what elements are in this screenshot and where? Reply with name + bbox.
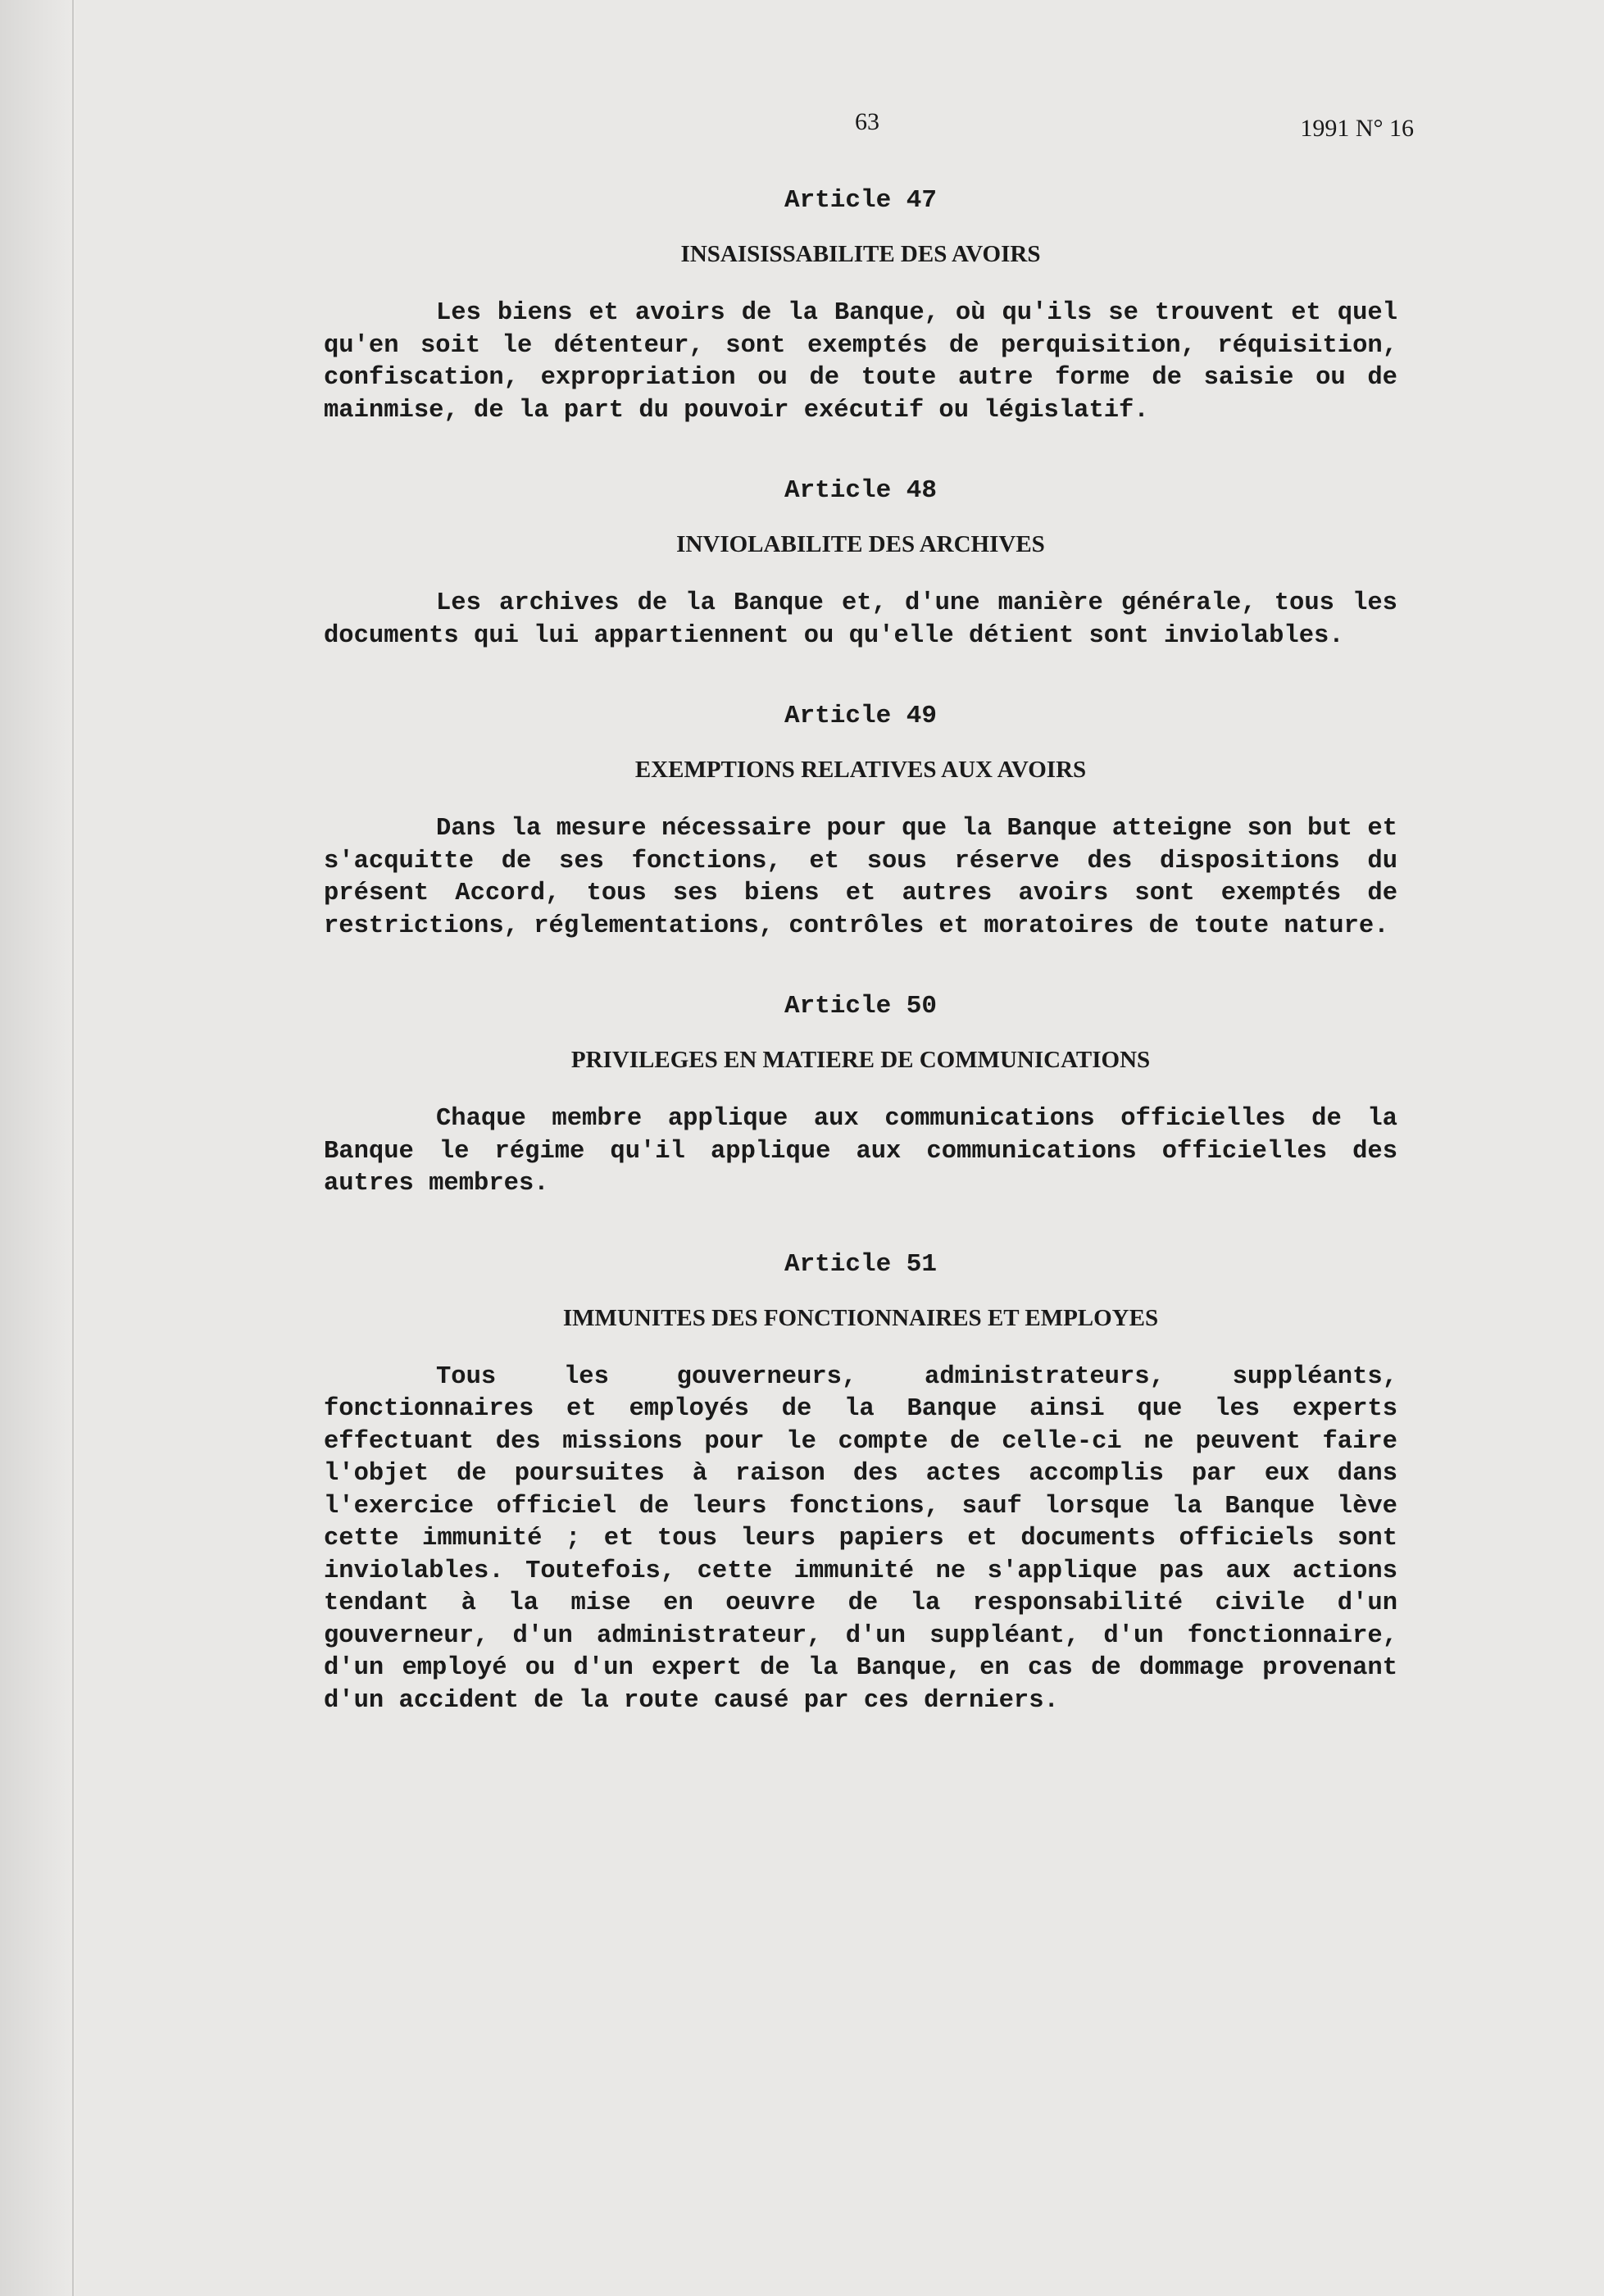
article-heading: INSAISISSABILITE DES AVOIRS: [680, 241, 1041, 267]
document-body: [324, 184, 1397, 1717]
article-paragraph: Les biens et avoirs de la Banque, où qu'ils se trouvent et quel qu'en soit le détenteur, sont exemptés de perquisition, réquisition, confiscation, expropriation ou de toute autre forme de saisie ou de mainmise, de la part du pouvoir exécutif ou législatif.: [324, 299, 1397, 425]
article-title: Article 48: [784, 476, 938, 505]
article-heading: INVIOLABILITE DES ARCHIVES: [676, 531, 1045, 557]
article-paragraph: Chaque membre applique aux communications officielles de la Banque le régime qu'il applique aux communications officielles des autres membres.: [324, 1105, 1397, 1198]
page-binding-line: [72, 0, 74, 2296]
article-51: [324, 1248, 1397, 1718]
article-48: [324, 475, 1397, 652]
article-title: Article 51: [784, 1249, 938, 1279]
article-50: [324, 990, 1397, 1201]
article-title: Article 49: [784, 702, 938, 730]
article-47: [324, 184, 1397, 427]
article-heading: EXEMPTIONS RELATIVES AUX AVOIRS: [634, 757, 1087, 783]
page-binding-edge: [0, 0, 75, 2296]
article-heading: PRIVILEGES EN MATIERE DE COMMUNICATIONS: [570, 1047, 1151, 1073]
page-number: 63: [855, 108, 879, 135]
page-header: [324, 108, 1414, 141]
article-paragraph: Les archives de la Banque et, d'une manière générale, tous les documents qui lui appartiennent ou qu'elle détient sont inviolables.: [324, 589, 1397, 650]
article-heading: IMMUNITES DES FONCTIONNAIRES ET EMPLOYES: [562, 1304, 1159, 1331]
article-title: Article 50: [784, 992, 938, 1021]
article-49: [324, 700, 1397, 943]
article-title: Article 47: [784, 186, 938, 215]
document-reference: 1991 N° 16: [1300, 115, 1414, 142]
article-paragraph: Dans la mesure nécessaire pour que la Banque atteigne son but et s'acquitte de ses fonctions, et sous réserve des dispositions du présent Accord, tous ses biens et autres avoirs sont exemptés de restrictions, réglementations, contrôles et moratoires de toute nature.: [324, 815, 1397, 940]
article-paragraph: Tous les gouverneurs, administrateurs, suppléants, fonctionnaires et employés de la Banque ainsi que les experts effectuant des missions pour le compte de celle-ci ne peuvent faire l'objet de poursuites à raison des actes accomplis par eux dans l'exercice officiel de leurs fonctions, sauf lorsque la Banque lève cette immunité ; et tous leurs papiers et documents officiels sont inviolables. Toutefois, cette immunité ne s'applique pas aux actions tendant à la mise en oeuvre de la responsabilité civile d'un gouverneur, d'un administrateur, d'un suppléant, d'un fonctionnaire, d'un employé ou d'un expert de la Banque, en cas de dommage provenant d'un accident de la route causé par ces derniers.: [324, 1362, 1397, 1715]
